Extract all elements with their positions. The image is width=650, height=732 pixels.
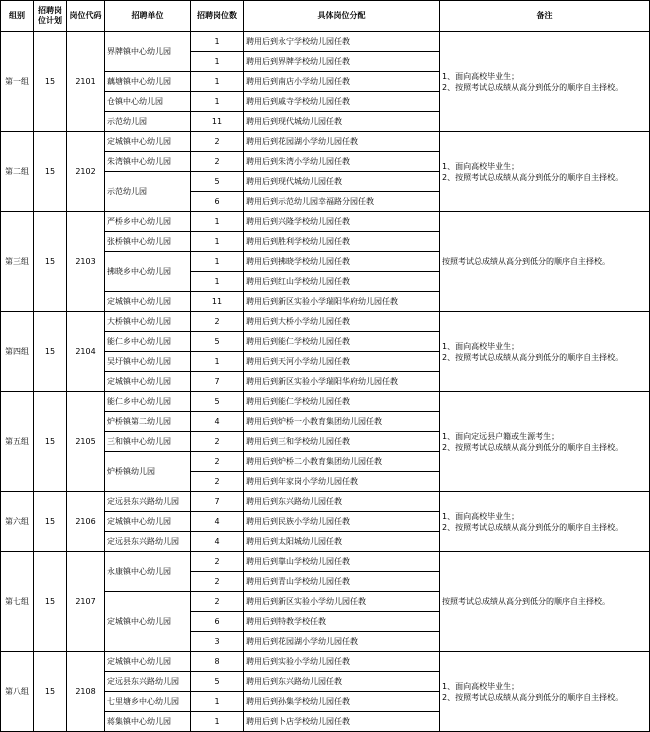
group-note bbox=[440, 552, 650, 652]
post-assignment: 聘用后到拂晓学校幼儿园任教 bbox=[244, 252, 440, 272]
table-row bbox=[1, 652, 650, 672]
unit-name: 示范幼儿园 bbox=[105, 172, 191, 212]
post-code: 2104 bbox=[67, 312, 105, 392]
unit-name: 三和镇中心幼儿园 bbox=[105, 432, 191, 452]
post-count: 2 bbox=[191, 572, 244, 592]
post-assignment: 聘用后到东兴路幼儿园任教 bbox=[244, 492, 440, 512]
post-code: 2107 bbox=[67, 552, 105, 652]
post-count: 5 bbox=[191, 392, 244, 412]
post-count: 1 bbox=[191, 92, 244, 112]
group-name: 第七组 bbox=[1, 552, 34, 652]
post-assignment: 聘用后到新区实验小学幼儿园任教 bbox=[244, 592, 440, 612]
post-assignment: 聘用后到孙集学校幼儿园任教 bbox=[244, 692, 440, 712]
unit-name: 定城镇中心幼儿园 bbox=[105, 292, 191, 312]
post-count: 11 bbox=[191, 292, 244, 312]
post-count: 8 bbox=[191, 652, 244, 672]
post-assignment: 聘用后到天河小学幼儿园任教 bbox=[244, 352, 440, 372]
post-assignment: 聘用后到特教学校任教 bbox=[244, 612, 440, 632]
plan-count: 15 bbox=[34, 552, 67, 652]
group-name: 第六组 bbox=[1, 492, 34, 552]
post-code: 2108 bbox=[67, 652, 105, 732]
post-count: 5 bbox=[191, 332, 244, 352]
unit-name: 炉桥镇幼儿园 bbox=[105, 452, 191, 492]
note-line: 2、按照考试总成绩从高分到低分的顺序自主择校。 bbox=[442, 692, 624, 702]
plan-count: 15 bbox=[34, 652, 67, 732]
post-assignment: 聘用后到新区实验小学瑞阳华府幼儿园任教 bbox=[244, 372, 440, 392]
group-note bbox=[440, 652, 650, 732]
unit-name: 定城镇中心幼儿园 bbox=[105, 372, 191, 392]
unit-name: 藕塘镇中心幼儿园 bbox=[105, 72, 191, 92]
post-assignment: 聘用后到东兴路幼儿园任教 bbox=[244, 672, 440, 692]
unit-name: 张桥镇中心幼儿园 bbox=[105, 232, 191, 252]
note-line: 1、面向高校毕业生； bbox=[442, 71, 520, 81]
unit-name: 示范幼儿园 bbox=[105, 112, 191, 132]
note-line: 2、按照考试总成绩从高分到低分的顺序自主择校。 bbox=[442, 442, 624, 452]
post-assignment: 聘用后到能仁学校幼儿园任教 bbox=[244, 392, 440, 412]
note-line: 2、按照考试总成绩从高分到低分的顺序自主择校。 bbox=[442, 82, 624, 92]
header-count: 招聘岗位数 bbox=[191, 1, 244, 32]
table-row bbox=[1, 212, 650, 232]
post-count: 2 bbox=[191, 432, 244, 452]
unit-name: 定城镇中心幼儿园 bbox=[105, 512, 191, 532]
group-note bbox=[440, 312, 650, 392]
post-assignment: 聘用后到实验小学幼儿园任教 bbox=[244, 652, 440, 672]
unit-name: 定远县东兴路幼儿园 bbox=[105, 672, 191, 692]
unit-name: 仓镇中心幼儿园 bbox=[105, 92, 191, 112]
post-assignment: 聘用后到炉桥二小教育集团幼儿园任教 bbox=[244, 452, 440, 472]
group-name: 第一组 bbox=[1, 32, 34, 132]
post-assignment: 聘用后到现代城幼儿园任教 bbox=[244, 172, 440, 192]
post-assignment: 聘用后到太阳城幼儿园任教 bbox=[244, 532, 440, 552]
post-assignment: 聘用后到卜店学校幼儿园任教 bbox=[244, 712, 440, 732]
post-count: 3 bbox=[191, 632, 244, 652]
header-assign: 具体岗位分配 bbox=[244, 1, 440, 32]
unit-name: 永康镇中心幼儿园 bbox=[105, 552, 191, 592]
post-count: 5 bbox=[191, 672, 244, 692]
unit-name: 七里塘乡中心幼儿园 bbox=[105, 692, 191, 712]
post-count: 1 bbox=[191, 52, 244, 72]
unit-name: 定城镇中心幼儿园 bbox=[105, 132, 191, 152]
plan-count: 15 bbox=[34, 492, 67, 552]
post-assignment: 聘用后到南店小学幼儿园任教 bbox=[244, 72, 440, 92]
note-line: 2、按照考试总成绩从高分到低分的顺序自主择校。 bbox=[442, 522, 624, 532]
table-row bbox=[1, 132, 650, 152]
post-assignment: 聘用后到现代城幼儿园任教 bbox=[244, 112, 440, 132]
note-line: 按照考试总成绩从高分到低分的顺序自主择校。 bbox=[442, 597, 610, 606]
unit-name: 定城镇中心幼儿园 bbox=[105, 592, 191, 652]
table-row bbox=[1, 552, 650, 572]
table-row bbox=[1, 392, 650, 412]
table-row bbox=[1, 492, 650, 512]
unit-name: 大桥镇中心幼儿园 bbox=[105, 312, 191, 332]
post-assignment: 聘用后到朱湾小学幼儿园任教 bbox=[244, 152, 440, 172]
post-count: 2 bbox=[191, 592, 244, 612]
post-assignment: 聘用后到胜利学校幼儿园任教 bbox=[244, 232, 440, 252]
unit-name: 蒋集镇中心幼儿园 bbox=[105, 712, 191, 732]
unit-name: 定远县东兴路幼儿园 bbox=[105, 492, 191, 512]
note-line: 2、按照考试总成绩从高分到低分的顺序自主择校。 bbox=[442, 172, 624, 182]
post-count: 6 bbox=[191, 612, 244, 632]
table-body bbox=[1, 32, 650, 732]
post-assignment: 聘用后到能仁学校幼儿园任教 bbox=[244, 332, 440, 352]
post-assignment: 聘用后到三和学校幼儿园任教 bbox=[244, 432, 440, 452]
post-assignment: 聘用后到永宁学校幼儿园任教 bbox=[244, 32, 440, 52]
post-assignment: 聘用后到红山学校幼儿园任教 bbox=[244, 272, 440, 292]
group-note bbox=[440, 32, 650, 132]
header-unit: 招聘单位 bbox=[105, 1, 191, 32]
note-line: 1、面向高校毕业生； bbox=[442, 681, 520, 691]
post-assignment: 聘用后到示范幼儿园幸福路分园任教 bbox=[244, 192, 440, 212]
note-line: 1、面向定远县户籍或生源考生； bbox=[442, 431, 560, 441]
plan-count: 15 bbox=[34, 32, 67, 132]
post-count: 1 bbox=[191, 712, 244, 732]
group-name: 第五组 bbox=[1, 392, 34, 492]
table-row bbox=[1, 312, 650, 332]
post-count: 2 bbox=[191, 452, 244, 472]
unit-name: 吴圩镇中心幼儿园 bbox=[105, 352, 191, 372]
post-code: 2106 bbox=[67, 492, 105, 552]
post-count: 1 bbox=[191, 692, 244, 712]
post-count: 7 bbox=[191, 492, 244, 512]
note-line: 1、面向高校毕业生； bbox=[442, 341, 520, 351]
post-assignment: 聘用后到花园湖小学幼儿园任教 bbox=[244, 132, 440, 152]
post-count: 6 bbox=[191, 192, 244, 212]
note-line: 按照考试总成绩从高分到低分的顺序自主择校。 bbox=[442, 257, 610, 266]
note-line: 1、面向高校毕业生； bbox=[442, 161, 520, 171]
post-code: 2101 bbox=[67, 32, 105, 132]
header-code: 岗位代码 bbox=[67, 1, 105, 32]
group-name: 第八组 bbox=[1, 652, 34, 732]
table-row bbox=[1, 32, 650, 52]
unit-name: 能仁乡中心幼儿园 bbox=[105, 392, 191, 412]
post-count: 2 bbox=[191, 472, 244, 492]
group-note bbox=[440, 132, 650, 212]
unit-name: 能仁乡中心幼儿园 bbox=[105, 332, 191, 352]
post-count: 2 bbox=[191, 312, 244, 332]
post-assignment: 聘用后到新区实验小学瑞阳华府幼儿园任教 bbox=[244, 292, 440, 312]
post-count: 2 bbox=[191, 552, 244, 572]
post-count: 7 bbox=[191, 372, 244, 392]
post-assignment: 聘用后到靠山学校幼儿园任教 bbox=[244, 552, 440, 572]
post-count: 11 bbox=[191, 112, 244, 132]
unit-name: 炉桥镇第二幼儿园 bbox=[105, 412, 191, 432]
unit-name: 定远县东兴路幼儿园 bbox=[105, 532, 191, 552]
post-assignment: 聘用后到兴隆学校幼儿园任教 bbox=[244, 212, 440, 232]
group-note bbox=[440, 212, 650, 312]
post-count: 1 bbox=[191, 352, 244, 372]
header-plan: 招聘岗位计划 bbox=[34, 1, 67, 32]
group-note bbox=[440, 492, 650, 552]
post-count: 1 bbox=[191, 272, 244, 292]
post-count: 2 bbox=[191, 152, 244, 172]
unit-name: 严桥乡中心幼儿园 bbox=[105, 212, 191, 232]
post-count: 2 bbox=[191, 132, 244, 152]
note-line: 2、按照考试总成绩从高分到低分的顺序自主择校。 bbox=[442, 352, 624, 362]
header-group: 组别 bbox=[1, 1, 34, 32]
post-count: 1 bbox=[191, 32, 244, 52]
post-count: 1 bbox=[191, 72, 244, 92]
group-name: 第三组 bbox=[1, 212, 34, 312]
post-count: 5 bbox=[191, 172, 244, 192]
post-assignment: 聘用后到民族小学幼儿园任教 bbox=[244, 512, 440, 532]
unit-name: 朱湾镇中心幼儿园 bbox=[105, 152, 191, 172]
post-count: 4 bbox=[191, 412, 244, 432]
plan-count: 15 bbox=[34, 132, 67, 212]
plan-count: 15 bbox=[34, 392, 67, 492]
post-count: 1 bbox=[191, 252, 244, 272]
post-code: 2102 bbox=[67, 132, 105, 212]
post-count: 1 bbox=[191, 232, 244, 252]
post-code: 2105 bbox=[67, 392, 105, 492]
group-name: 第四组 bbox=[1, 312, 34, 392]
post-count: 1 bbox=[191, 212, 244, 232]
post-assignment: 聘用后到炉桥一小教育集团幼儿园任教 bbox=[244, 412, 440, 432]
group-name: 第二组 bbox=[1, 132, 34, 212]
post-assignment: 聘用后到界牌学校幼儿园任教 bbox=[244, 52, 440, 72]
post-assignment: 聘用后到花园湖小学幼儿园任教 bbox=[244, 632, 440, 652]
post-assignment: 聘用后到戚寺学校幼儿园任教 bbox=[244, 92, 440, 112]
header-note: 备注 bbox=[440, 1, 650, 32]
note-line: 1、面向高校毕业生； bbox=[442, 511, 520, 521]
table-header bbox=[1, 1, 650, 32]
post-count: 4 bbox=[191, 512, 244, 532]
unit-name: 拂晓乡中心幼儿园 bbox=[105, 252, 191, 292]
unit-name: 界牌镇中心幼儿园 bbox=[105, 32, 191, 72]
post-code: 2103 bbox=[67, 212, 105, 312]
post-assignment: 聘用后到青山学校幼儿园任教 bbox=[244, 572, 440, 592]
plan-count: 15 bbox=[34, 312, 67, 392]
group-note bbox=[440, 392, 650, 492]
post-count: 4 bbox=[191, 532, 244, 552]
post-assignment: 聘用后到年家岗小学幼儿园任教 bbox=[244, 472, 440, 492]
unit-name: 定城镇中心幼儿园 bbox=[105, 652, 191, 672]
plan-count: 15 bbox=[34, 212, 67, 312]
post-assignment: 聘用后到大桥小学幼儿园任教 bbox=[244, 312, 440, 332]
